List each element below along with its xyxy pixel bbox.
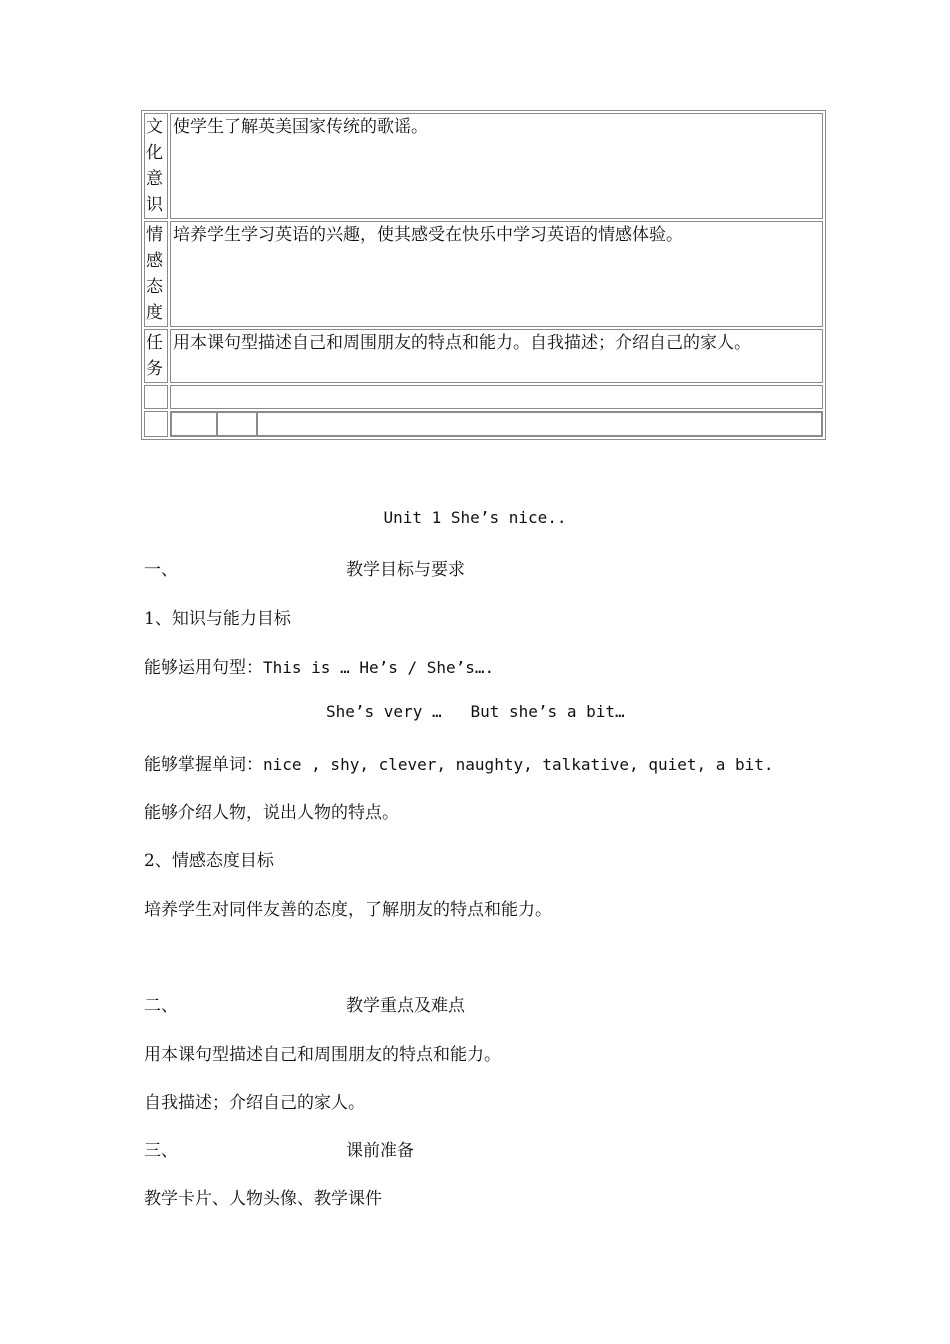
unit-title: Unit 1 She’s nice..: [383, 508, 567, 527]
pattern-line: [144, 653, 494, 678]
empty-cell: [257, 412, 822, 436]
pattern-line-2: She’s very … But she’s a bit…: [326, 702, 625, 721]
row-label-cell: [144, 329, 168, 383]
empty-cell: [144, 411, 168, 437]
pattern-prefix: 能够运用句型：: [144, 658, 263, 678]
pattern-text: This is … He’s / She’s….: [263, 658, 495, 677]
table-row-empty: [144, 411, 823, 437]
paragraph: 培养学生对同伴友善的态度，了解朋友的特点和能力。: [144, 900, 552, 920]
section-number: 三、: [144, 1141, 178, 1161]
row-label: 文化意识: [146, 117, 163, 215]
empty-cell: [217, 412, 257, 436]
words-line: [144, 750, 774, 775]
section-number: 一、: [144, 560, 178, 580]
section-title: 教学目标与要求: [346, 560, 465, 580]
empty-cell: [144, 385, 168, 409]
table-row-empty: [144, 385, 823, 409]
row-label-cell: [144, 113, 168, 219]
empty-cell: [171, 412, 217, 436]
row-content: 培养学生学习英语的兴趣，使其感受在快乐中学习英语的情感体验。: [170, 221, 823, 327]
section-title: 教学重点及难点: [346, 996, 465, 1016]
paragraph: 用本课句型描述自己和周围朋友的特点和能力。: [144, 1045, 501, 1065]
row-label: 情感态度: [146, 225, 163, 323]
empty-cell: [170, 385, 823, 409]
paragraph: 自我描述；介绍自己的家人。: [144, 1093, 365, 1113]
row-label: 任务: [146, 333, 163, 379]
section-title: 课前准备: [346, 1141, 414, 1161]
row-content: 用本课句型描述自己和周围朋友的特点和能力。自我描述；介绍自己的家人。: [170, 329, 823, 383]
section-number: 二、: [144, 996, 178, 1016]
row-label-cell: [144, 221, 168, 327]
words-prefix: 能够掌握单词：: [144, 755, 263, 775]
row-content: 使学生了解英美国家传统的歌谣。: [170, 113, 823, 219]
table-row: [144, 329, 823, 383]
split-cell: [170, 411, 823, 437]
table-row: [144, 113, 823, 219]
paragraph: 教学卡片、人物头像、教学课件: [144, 1189, 382, 1209]
split-row: [171, 412, 822, 436]
words-list: nice , shy, clever, naughty, talkative, quiet, a bit.: [263, 755, 774, 774]
table-row: [144, 221, 823, 327]
subsection-heading: 2、情感态度目标: [144, 851, 274, 871]
paragraph: 能够介绍人物，说出人物的特点。: [144, 803, 399, 823]
objectives-table: [141, 110, 826, 440]
subsection-heading: 1、知识与能力目标: [144, 609, 291, 629]
